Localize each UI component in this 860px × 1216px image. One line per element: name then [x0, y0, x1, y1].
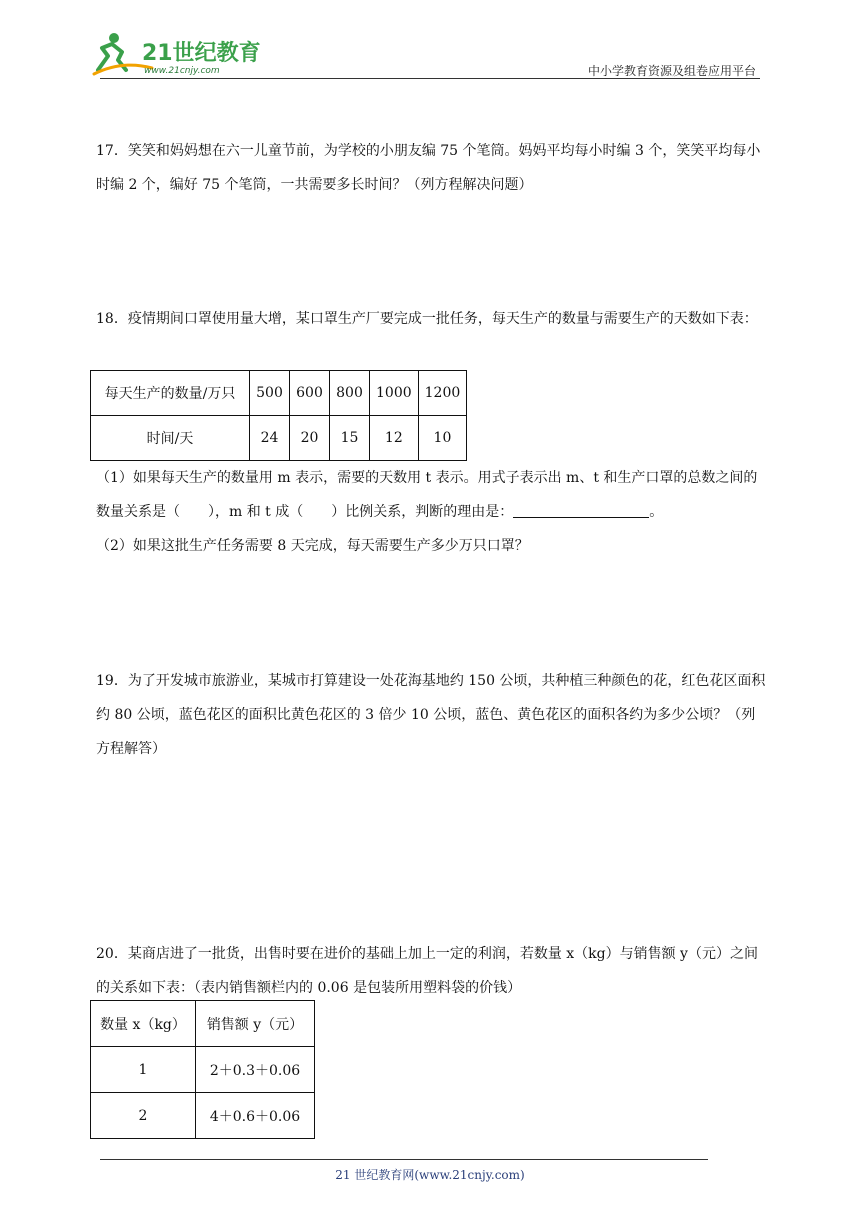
table-row [91, 371, 467, 416]
table-row [91, 1093, 315, 1139]
question-20-text: 20．某商店进了一批货，出售时要在进价的基础上加上一定的利润，若数量 x（kg）与销售额 y（元）之间的关系如下表：（表内销售额栏内的 0.06 是包装所用塑料袋的价钱） [96, 946, 758, 996]
table-cell: 20 [290, 416, 330, 461]
table-cell: 4＋0.6＋0.06 [196, 1093, 315, 1139]
part-1-end: 。 [649, 504, 664, 520]
table-cell: 600 [290, 371, 330, 416]
table-cell: 1200 [418, 371, 467, 416]
row-label-days: 时间/天 [91, 416, 250, 461]
page-footer: 21 世纪教育网(www.21cnjy.com) [335, 1168, 525, 1182]
logo-text: 21世纪教育 [142, 41, 261, 66]
sales-table [90, 1000, 315, 1139]
row-label-quantity: 每天生产的数量/万只 [91, 371, 250, 416]
question-18-text: 18．疫情期间口罩使用量大增，某口罩生产厂要完成一批任务，每天生产的数量与需要生产的天数如下表： [96, 311, 758, 327]
logo-21cnjy [92, 30, 262, 76]
footer-divider [100, 1159, 708, 1160]
table-cell: 10 [418, 416, 467, 461]
question-18-subparts [96, 461, 768, 563]
question-19-text: 19．为了开发城市旅游业，某城市打算建设一处花海基地约 150 公顷，共种植三种颜色的花，红色花区面积约 80 公顷，蓝色花区的面积比黄色花区的 3 倍少 10 公顷，蓝色、黄色花区的面积各约为多少公顷？（列方程解答） [96, 673, 766, 757]
header-divider [100, 78, 760, 79]
table-cell: 24 [250, 416, 290, 461]
table-cell: 500 [250, 371, 290, 416]
page-header [0, 0, 860, 82]
answer-blank[interactable] [513, 499, 649, 518]
part-1-text: （1）如果每天生产的数量用 m 表示，需要的天数用 t 表示。用式子表示出 m、t 和生产口罩的总数之间的数量关系是（ ），m 和 t 成（ ）比例关系，判断的理由是： [96, 470, 758, 520]
question-17-text: 17．笑笑和妈妈想在六一儿童节前，为学校的小朋友编 75 个笔筒。妈妈平均每小时编 3 个，笑笑平均每小时编 2 个，编好 75 个笔筒，一共需要多长时间？（列方程解决问题） [96, 143, 761, 193]
table-cell: 1000 [370, 371, 419, 416]
question-18 [96, 302, 768, 336]
table-cell: 800 [330, 371, 370, 416]
table-cell: 15 [330, 416, 370, 461]
column-header-quantity: 数量 x（kg） [91, 1001, 196, 1047]
question-20 [96, 937, 768, 1005]
production-table [90, 370, 467, 461]
logo-url: www.21cnjy.com [144, 66, 220, 76]
question-18-part-1 [96, 461, 768, 529]
question-19 [96, 664, 768, 766]
table-header-row [91, 1001, 315, 1047]
table-cell: 12 [370, 416, 419, 461]
platform-title: 中小学教育资源及组卷应用平台 [587, 64, 756, 78]
question-17 [96, 134, 768, 202]
table-row [91, 416, 467, 461]
question-18-part-2: （2）如果这批生产任务需要 8 天完成，每天需要生产多少万只口罩？ [96, 538, 529, 554]
table-cell: 2＋0.3＋0.06 [196, 1047, 315, 1093]
column-header-sales: 销售额 y（元） [196, 1001, 315, 1047]
table-row [91, 1047, 315, 1093]
table-cell: 1 [91, 1047, 196, 1093]
table-cell: 2 [91, 1093, 196, 1139]
